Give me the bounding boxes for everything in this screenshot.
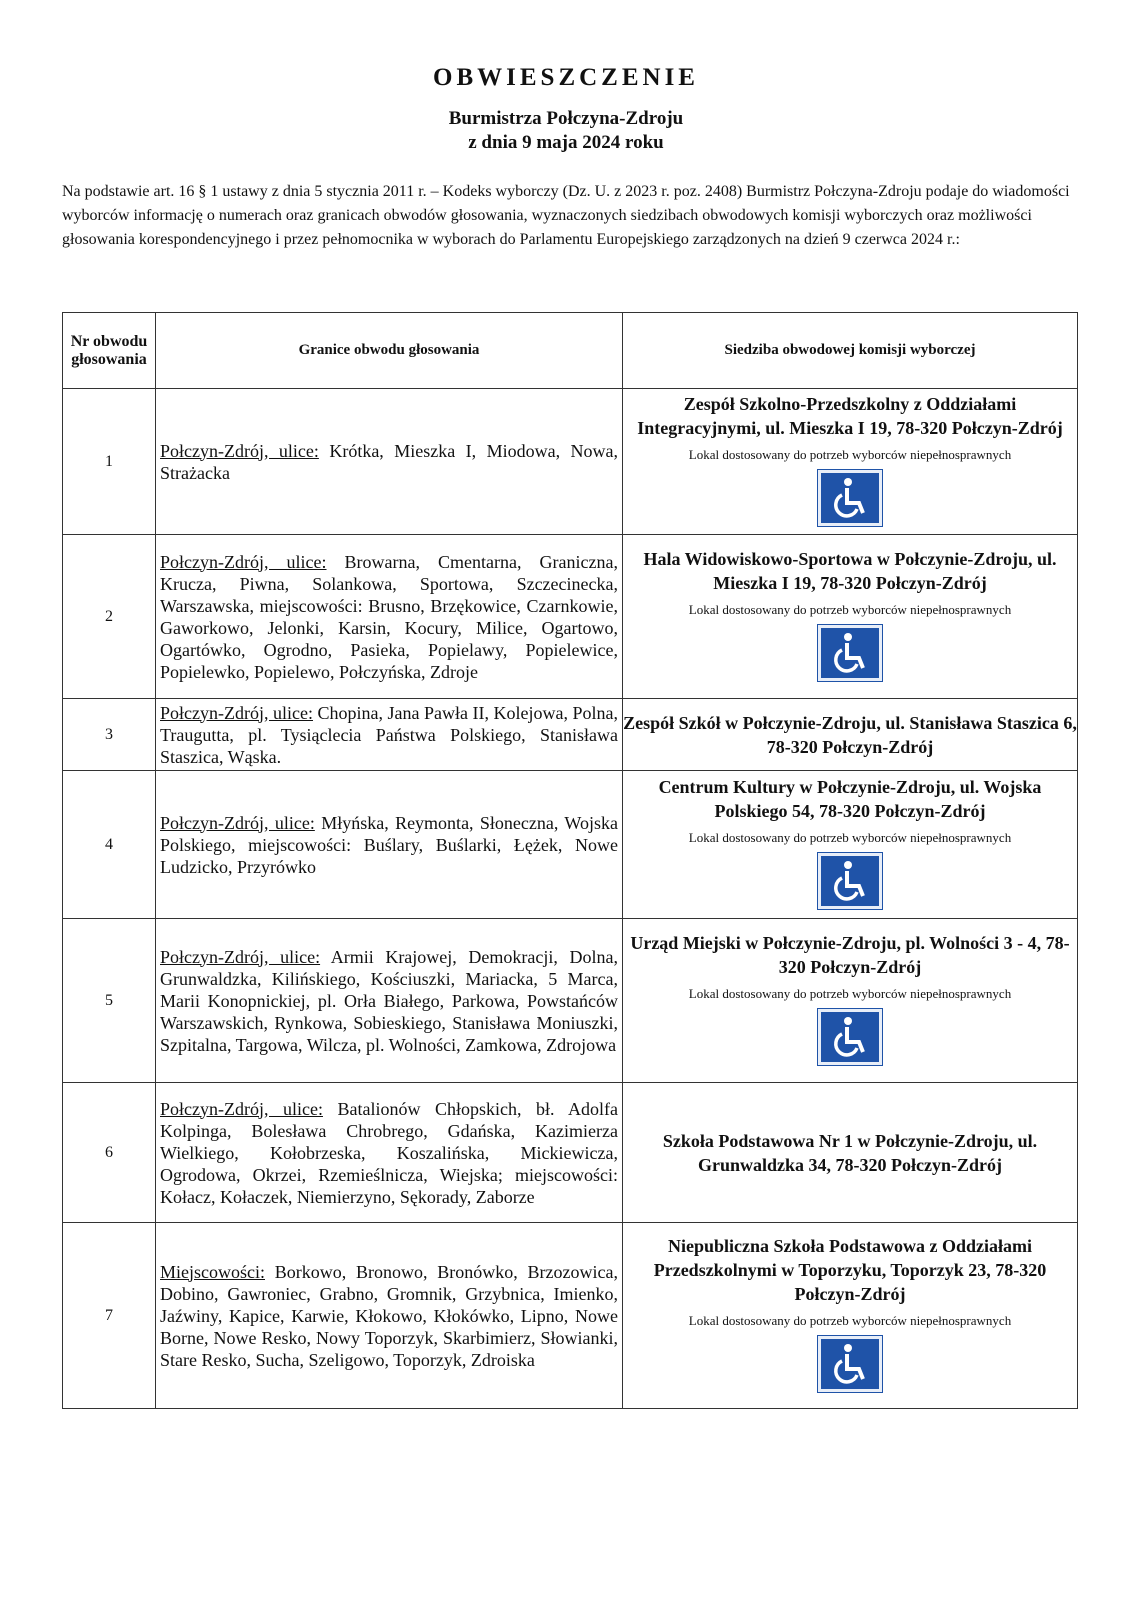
district-seat: [623, 535, 1078, 699]
district-number: 6: [63, 1083, 156, 1223]
boundaries-lead: Połczyn-Zdrój, ulice:: [160, 812, 315, 833]
boundaries-lead: Połczyn-Zdrój, ulice:: [160, 1098, 323, 1119]
district-boundaries: [156, 1083, 623, 1223]
wheelchair-icon: [818, 625, 882, 681]
seat-name: Hala Widowiskowo-Sportowa w Połczynie-Zdroju, ul. Mieszka I 19, 78-320 Połczyn-Zdrój: [643, 549, 1057, 593]
district-boundaries: [156, 389, 623, 535]
district-number: 3: [63, 699, 156, 771]
district-boundaries: [156, 535, 623, 699]
district-seat: [623, 389, 1078, 535]
district-number: 4: [63, 771, 156, 919]
document-title: OBWIESZCZENIE: [433, 64, 699, 91]
district-boundaries: [156, 771, 623, 919]
seat-name: Zespół Szkolno-Przedszkolny z Oddziałami Integracyjnymi, ul. Mieszka I 19, 78-320 Połczyn-Zdrój: [637, 394, 1063, 438]
district-seat: [623, 1223, 1078, 1409]
header-granice: Granice obwodu głosowania: [156, 313, 623, 389]
seat-name: Szkoła Podstawowa Nr 1 w Połczynie-Zdroju, ul. Grunwaldzka 34, 78-320 Połczyn-Zdrój: [662, 1130, 1038, 1175]
intro-paragraph: Na podstawie art. 16 § 1 ustawy z dnia 5 stycznia 2011 r. – Kodeks wyborczy (Dz. U. z 2023 r. poz. 2408) Burmistrz Połczyna-Zdroju podaje do wiadomości wyborców informację o numerach oraz granicach obwodów głosowania, wyznaczonych siedzibach obwodowych komisji wyborczych oraz możliwości głosowania korespondencyjnego i przez pełnomocnika w wyborach do Parlamentu Europejskiego zarządzonych na dzień 9 czerwca 2024 r.:: [62, 183, 1070, 248]
table-row: [63, 1223, 1078, 1409]
boundaries-text: Browarna, Cmentarna, Graniczna, Krucza, Piwna, Solankowa, Sportowa, Szczecinecka, Warszawska, miejscowości: Brusno, Brzękowice, Czarnkowie, Gaworkowo, Jelonki, Karsin, Kocury, Milice, Ogartowo, Ogartówko, Ogrodno, Pasieka, Popielawy, Popielewice, Popielewko, Popielewo, Połczyńska, Zdroje: [160, 551, 618, 682]
boundaries-lead: Połczyn-Zdrój, ulice:: [160, 702, 313, 723]
boundaries-text: Armii Krajowej, Demokracji, Dolna, Grunwaldzka, Kilińskiego, Kościuszki, Mariacka, 5 Marca, Marii Konopnickiej, pl. Orła Białego, Parkowa, Powstańców Warszawskich, Rynkowa, Sobieskiego, Stanisława Moniuszki, Szpitalna, Targowa, Wilcza, pl. Wolności, Zamkowa, Zdrojowa: [160, 946, 618, 1055]
district-boundaries: [156, 1223, 623, 1409]
boundaries-lead: Połczyn-Zdrój, ulice:: [160, 551, 327, 572]
accessibility-note: Lokal dostosowany do potrzeb wyborców niepełnosprawnych: [688, 1313, 1012, 1328]
accessibility-note: Lokal dostosowany do potrzeb wyborców niepełnosprawnych: [688, 830, 1012, 845]
seat-name: Niepubliczna Szkoła Podstawowa z Oddziałami Przedszkolnymi w Toporzyku, Toporzyk 23, 78-320 Połczyn-Zdrój: [653, 1236, 1047, 1304]
district-number: 1: [63, 389, 156, 535]
wheelchair-icon: [818, 470, 882, 526]
boundaries-text: Batalionów Chłopskich, bł. Adolfa Kolpinga, Bolesława Chrobrego, Gdańska, Kazimierza Wielkiego, Kołobrzeska, Koszalińska, Mickiewicza, Ogrodowa, Okrzei, Rzemieślnicza, Wiejska; miejscowości: Kołacz, Kołaczek, Niemierzyno, Sękorady, Zaborze: [160, 1098, 618, 1207]
document-subtitle-issuer: Burmistrza Połczyna-Zdroju: [448, 108, 684, 129]
boundaries-text: Borkowo, Bronowo, Bronówko, Brzozowica, Dobino, Gawroniec, Grabno, Gromnik, Grzybnica, Imienko, Jaźwiny, Kapice, Karwie, Kłokowo, Kłokówko, Lipno, Nowe Borne, Nowe Resko, Nowy Toporzyk, Skarbimierz, Słowianki, Stare Resko, Sucha, Szeligowo, Toporzyk, Zdroiska: [160, 1261, 618, 1370]
seat-name: Centrum Kultury w Połczynie-Zdroju, ul. Wojska Polskiego 54, 78-320 Połczyn-Zdrój: [658, 777, 1042, 821]
district-boundaries: [156, 699, 623, 771]
boundaries-lead: Połczyn-Zdrój, ulice:: [160, 946, 321, 967]
table-row: [63, 919, 1078, 1083]
district-number: 2: [63, 535, 156, 699]
boundaries-lead: Miejscowości:: [160, 1261, 265, 1282]
seat-name: Urząd Miejski w Połczynie-Zdroju, pl. Wolności 3 - 4, 78-320 Połczyn-Zdrój: [630, 933, 1070, 977]
table-row: [63, 389, 1078, 535]
district-number: 7: [63, 1223, 156, 1409]
table-row: [63, 771, 1078, 919]
district-boundaries: [156, 919, 623, 1083]
boundaries-text: Krótka, Mieszka I, Miodowa, Nowa, Strażacka: [160, 440, 618, 483]
district-number: 5: [63, 919, 156, 1083]
boundaries-text: Chopina, Jana Pawła II, Kolejowa, Polna, Traugutta, pl. Tysiąclecia Państwa Polskiego, Stanisława Staszica, Wąska.: [160, 702, 619, 767]
accessibility-note: Lokal dostosowany do potrzeb wyborców niepełnosprawnych: [688, 986, 1012, 1001]
header-nr: Nr obwodu głosowania: [63, 313, 156, 389]
table-row: [63, 535, 1078, 699]
table-row: [63, 1083, 1078, 1223]
boundaries-text: Młyńska, Reymonta, Słoneczna, Wojska Polskiego, miejscowości: Buślary, Buślarki, Łężek, Nowe Ludzicko, Przyrówko: [160, 812, 618, 877]
header-siedziba: Siedziba obwodowej komisji wyborczej: [623, 313, 1078, 389]
table-header-row: [63, 313, 1078, 389]
boundaries-lead: Połczyn-Zdrój, ulice:: [160, 440, 319, 461]
district-seat: [623, 699, 1078, 771]
district-seat: [623, 919, 1078, 1083]
seat-name: Zespół Szkół w Połczynie-Zdroju, ul. Stanisława Staszica 6, 78-320 Połczyn-Zdrój: [623, 712, 1077, 757]
wheelchair-icon: [818, 1336, 882, 1392]
wheelchair-icon: [818, 853, 882, 909]
accessibility-note: Lokal dostosowany do potrzeb wyborców niepełnosprawnych: [688, 447, 1012, 462]
accessibility-note: Lokal dostosowany do potrzeb wyborców niepełnosprawnych: [688, 602, 1012, 617]
district-seat: [623, 1083, 1078, 1223]
table-row: [63, 699, 1078, 771]
district-seat: [623, 771, 1078, 919]
wheelchair-icon: [818, 1009, 882, 1065]
document-subtitle-date: z dnia 9 maja 2024 roku: [468, 132, 664, 153]
districts-table: [62, 312, 1078, 1409]
